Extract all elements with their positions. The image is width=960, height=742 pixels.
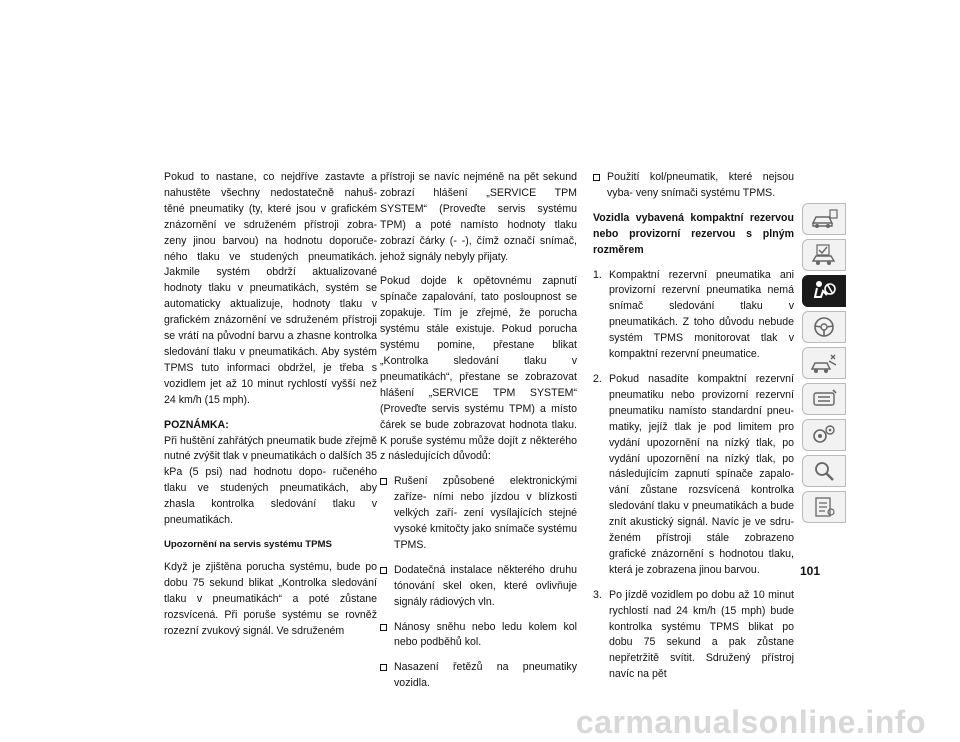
section-heading: Vozidla vybavená kompaktní rezervou nebo provizorní rezervou s plným rozměrem [593, 211, 794, 256]
tab-maintenance[interactable] [802, 383, 846, 415]
steering-wheel-icon [809, 315, 839, 339]
bullet-item: Nánosy sněhu nebo ledu kolem kol nebo podběhů kol. [380, 620, 577, 652]
checkbox-bullet-icon [380, 567, 387, 574]
tab-car-info[interactable] [802, 203, 846, 235]
gears-icon [809, 423, 839, 447]
column-right [593, 170, 794, 692]
car-checklist-icon [809, 243, 839, 267]
bullet-item: Použití kol/pneumatik, které nejsou vyba- veny snímači systému TPMS. [593, 170, 794, 202]
car-crash-icon [809, 351, 839, 375]
bullet-item: Rušení způsobené elektronickými zaříze- ními nebo jízdou v blízkosti velkých zaří- zení vysílajících stejné vysoké kmitočty jako snímače systému TPMS. [380, 474, 577, 554]
numbered-item: 2. Pokud nasadíte kompaktní rezervní pneumatiku nebo provizorní rezervní pneumatiku namísto standardní pneu- matiky, jejíž tlak je pod limitem pro vydání upozornění na nízký tlak, po vydání upozornění na nízký tlak, po následujícím zapnutí spínače zapalo- vání zůstane rozsvícená kontrolka sledování tlaku v pneumatikách a bude znít akustický signál. Navíc je ve sdru- ženém přístroji stále zobrazeno grafické znázornění s hodnotou tlaku, která je zobrazena jinou barvou. [593, 372, 794, 576]
airbag-person-icon [809, 279, 839, 303]
page-number: 101 [800, 564, 821, 578]
numbered-item: 1. Kompaktní rezervní pneumatika ani provizorní rezervní pneumatika nemá snímač sledování tlaku v pneumatikách. Z toho důvodu nebude systém TPMS monitorovat tlak v kompaktní rezervní pneumatice. [593, 268, 794, 361]
tab-steering[interactable] [802, 311, 846, 343]
paragraph: Když je zjištěna porucha systému, bude po dobu 75 sekund blikat „Kontrolka sledování tlaku v pneumatikách“ a poté zůstane rozsvícená. Při poruše systému se rovněž rozezní zvukový signál. Ve sdruženém [164, 560, 377, 637]
tab-emergency[interactable] [802, 347, 846, 379]
magnifier-icon [809, 459, 839, 483]
column-left [164, 170, 377, 648]
paragraph: Pokud dojde k opětovnému zapnutí spínače zapalování, tato posloupnost se zopakuje. Tím je zřejmé, že porucha systému stále existuje. Pokud porucha systému pomine, přestane blikat „Kontrolka sledování tlaku v pneumatikách“, přestane se zobrazovat hlášení „SERVICE TPM SYSTEM“ (Proveďte servis systému TPM) a místo čárek se bude zobrazovat hodnota tlaku. K poruše systému může dojít z některého z následujících důvodů: [380, 275, 577, 463]
checkbox-bullet-icon [380, 478, 387, 485]
tab-car-checklist[interactable] [802, 239, 846, 271]
checkbox-bullet-icon [380, 664, 387, 671]
car-tools-icon [809, 387, 839, 411]
watermark: carmanualsonline.info [575, 704, 926, 740]
bullet-item: Nasazení řetězů na pneumatiky vozidla. [380, 660, 577, 692]
section-heading: Upozornění na servis systému TPMS [164, 538, 332, 550]
tab-technical[interactable] [802, 419, 846, 451]
note-title: POZNÁMKA: [164, 418, 229, 431]
paragraph: přístroji se navíc nejméně na pět sekund zobrazí hlášení „SERVICE TPM SYSTEM“ (Proveďte servis systému TPM) a poté namísto hodnoty tlaku zobrazí čárky (- -), čímž označí snímač, jehož signály nebyly přijaty. [380, 171, 577, 263]
tab-index[interactable] [802, 491, 846, 523]
note-text: Při huštění zahřátých pneumatik bude zřejmě nutné zvýšit tlak v pneumatikách o dalších 35 kPa (5 psi) nad hodnotu dopo- ručeného tlaku ve studených pneumatikách, aby zhasla kontrolka sledování tlaku v pneumatikách. [164, 434, 377, 527]
index-list-icon [809, 495, 839, 519]
column-middle [380, 170, 577, 701]
bullet-item: Dodatečná instalace některého druhu tónování skel oken, které ovlivňuje signály rádiových vln. [380, 563, 577, 611]
tab-search[interactable] [802, 455, 846, 487]
paragraph: Pokud to nastane, co nejdříve zastavte a nahustěte všechny nedostatečně nahuš- těné pneumatiky (ty, které jsou v grafickém znázornění ve sdruženém přístroji zobra- zeny jinou barvou) na hodnotu doporuče- ného tlaku ve studených pneumatikách. Jakmile systém obdrží aktualizované hodnoty tlaku v pneumatikách, systém se automaticky aktualizuje, hodnoty tlaku v grafickém znázornění ve sdruženém přístroji se vrátí na původní barvu a zhasne kontrolka sledování tlaku v pneumatikách. Aby systém TPMS tuto informaci obdržel, je třeba s vozidlem jet až 10 minut rychlostí vyšší než 24 km/h (15 mph). [164, 171, 377, 406]
chapter-tabs [802, 203, 846, 527]
car-info-icon [809, 207, 839, 231]
tab-safety[interactable] [802, 275, 846, 307]
checkbox-bullet-icon [593, 174, 600, 181]
numbered-item: 3. Po jízdě vozidlem po dobu až 10 minut rychlostí nad 24 km/h (15 mph) bude kontrolka systému TPMS blikat po dobu 75 sekund a pak zůstane nepřetržitě svítit. Sdružený přístroj navíc na pět [593, 588, 794, 681]
checkbox-bullet-icon [380, 624, 387, 631]
